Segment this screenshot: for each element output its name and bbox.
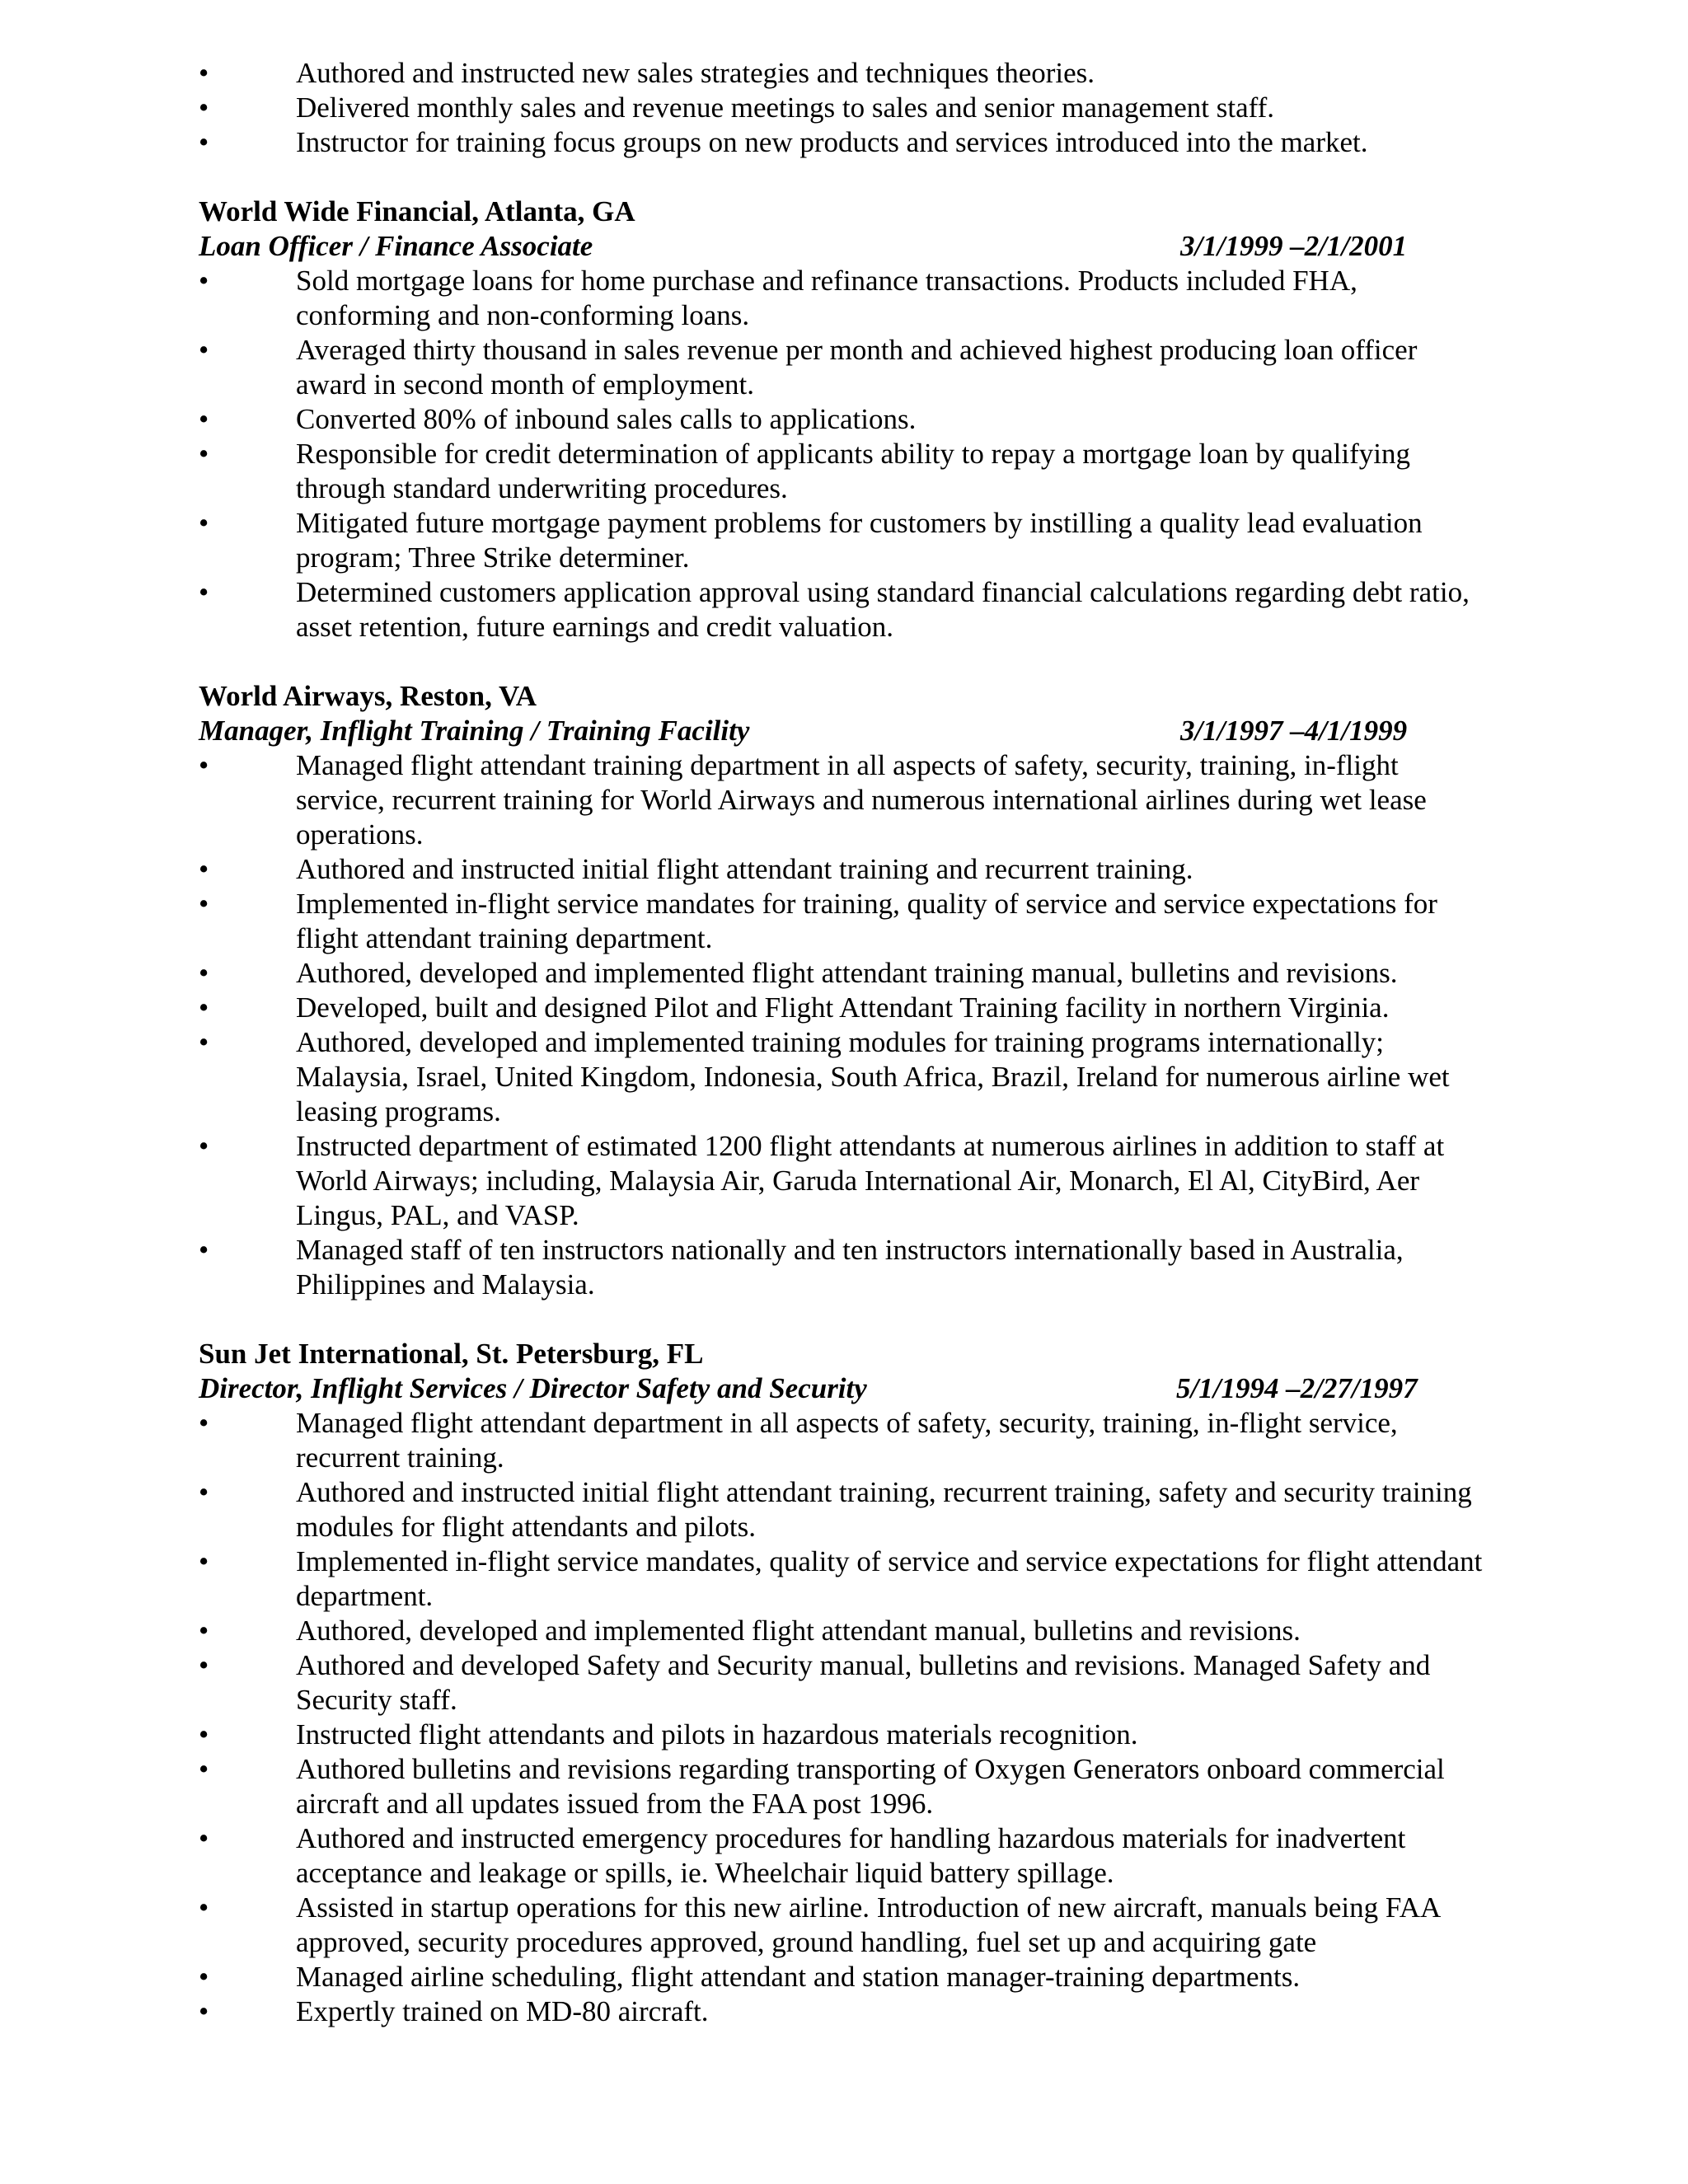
bullet-icon: • [199,1234,209,1266]
bullet-text: Implemented in-flight service mandates, quality of service and service expectations for flight attendant department. [296,1545,1483,1612]
job-section-world-wide-financial [199,194,1484,644]
bullet-text: Sold mortgage loans for home purchase and refinance transactions. Products included FHA, conforming and non-conforming loans. [296,265,1357,331]
bullet-text: Averaged thirty thousand in sales revenue per month and achieved highest producing loan officer award in second month of employment. [296,334,1418,401]
bullet-icon: • [199,265,209,297]
list-item [199,91,1484,125]
list-item [199,402,1484,437]
bullet-icon: • [199,1545,209,1577]
list-item [199,887,1484,956]
bullet-icon: • [199,57,209,89]
role-line [199,229,1484,264]
bullet-text: Authored and instructed initial flight attendant training and recurrent training. [296,853,1193,885]
bullet-icon: • [199,91,209,124]
bullet-text: Authored and developed Safety and Security manual, bulletins and revisions. Managed Safety and Security staff. [296,1649,1431,1716]
list-item [199,1994,1484,2029]
bullet-text: Responsible for credit determination of applicants ability to repay a mortgage loan by qualifying through standard underwriting procedures. [296,438,1410,504]
bullet-text: Authored and instructed new sales strategies and techniques theories. [296,57,1095,89]
list-item [199,333,1484,402]
bullet-text: Mitigated future mortgage payment problems for customers by instilling a quality lead evaluation program; Three Strike determiner. [296,507,1423,574]
bullet-icon: • [199,1718,209,1750]
bullet-text: Authored bulletins and revisions regarding transporting of Oxygen Generators onboard commercial aircraft and all updates issued from the FAA post 1996. [296,1753,1445,1820]
bullet-text: Managed flight attendant training department in all aspects of safety, security, training, in-flight service, recurrent training for World Airways and numerous international airlines during wet lease operations. [296,749,1427,851]
bullet-icon: • [199,749,209,781]
list-item [199,748,1484,852]
list-item [199,506,1484,575]
bullet-icon: • [199,853,209,885]
bullet-text: Converted 80% of inbound sales calls to applications. [296,403,917,435]
bullet-icon: • [199,507,209,539]
bullet-icon: • [199,957,209,989]
job-dates: 3/1/1997 –4/1/1999 [1180,715,1408,747]
bullet-icon: • [199,126,209,158]
role-line [199,714,1484,748]
bullet-icon: • [199,438,209,470]
list-item [199,125,1484,160]
list-item [199,1891,1484,1960]
bullet-text: Managed staff of ten instructors nationally and ten instructors internationally based in Australia, Philippines and Malaysia. [296,1234,1404,1301]
job-dates: 3/1/1999 –2/1/2001 [1180,230,1408,262]
list-item [199,1752,1484,1821]
list-item [199,1648,1484,1718]
bullet-text: Authored, developed and implemented training modules for training programs internationally; Malaysia, Israel, United Kingdom, Indonesia, South Africa, Brazil, Ireland for numerous airline wet leasing programs. [296,1026,1450,1127]
bullet-icon: • [199,1615,209,1647]
list-item [199,852,1484,887]
list-item [199,1129,1484,1233]
bullet-icon: • [199,1476,209,1508]
job-bullet-list [199,748,1484,1302]
bullet-text: Developed, built and designed Pilot and Flight Attendant Training facility in northern Virginia. [296,991,1390,1024]
company-name: Sun Jet International, St. Petersburg, FL [199,1338,704,1370]
bullet-icon: • [199,576,209,608]
list-item [199,1614,1484,1648]
job-section-sun-jet-international [199,1337,1484,2029]
bullet-icon: • [199,1995,209,2027]
bullet-text: Authored and instructed initial flight attendant training, recurrent training, safety and security training modules for flight attendants and pilots. [296,1476,1472,1543]
bullet-text: Authored, developed and implemented flight attendant training manual, bulletins and revisions. [296,957,1398,989]
bullet-text: Expertly trained on MD-80 aircraft. [296,1995,709,2027]
bullet-icon: • [199,1407,209,1439]
list-item [199,575,1484,644]
resume-content [199,56,1484,2029]
bullet-text: Authored and instructed emergency procedures for handling hazardous materials for inadvertent acceptance and leakage or spills, ie. Wheelchair liquid battery spillage. [296,1822,1406,1889]
role-line [199,1371,1484,1406]
list-item [199,1718,1484,1752]
bullet-icon: • [199,1753,209,1785]
bullet-icon: • [199,991,209,1024]
list-item [199,1960,1484,1994]
intro-bullet-list [199,56,1484,160]
bullet-icon: • [199,888,209,920]
job-section-world-airways [199,679,1484,1302]
bullet-icon: • [199,1649,209,1681]
list-item [199,1233,1484,1302]
bullet-text: Instructor for training focus groups on new products and services introduced into the market. [296,126,1368,158]
bullet-text: Instructed flight attendants and pilots in hazardous materials recognition. [296,1718,1138,1750]
company-name: World Wide Financial, Atlanta, GA [199,195,635,227]
list-item [199,1821,1484,1891]
list-item [199,956,1484,991]
job-bullet-list [199,1406,1484,2029]
list-item [199,437,1484,506]
bullet-text: Determined customers application approval using standard financial calculations regarding debt ratio, asset retention, future earnings and credit valuation. [296,576,1470,643]
bullet-icon: • [199,1822,209,1854]
bullet-icon: • [199,403,209,435]
job-title: Manager, Inflight Training / Training Facility [199,715,750,747]
bullet-text: Implemented in-flight service mandates for training, quality of service and service expectations for flight attendant training department. [296,888,1437,954]
job-title: Loan Officer / Finance Associate [199,230,593,262]
bullet-text: Instructed department of estimated 1200 flight attendants at numerous airlines in addition to staff at World Airways; including, Malaysia Air, Garuda International Air, Monarch, El Al, CityBird, Aer Lingus, PAL, and VASP. [296,1130,1445,1231]
bullet-icon: • [199,1026,209,1058]
bullet-text: Delivered monthly sales and revenue meetings to sales and senior management staff. [296,91,1275,124]
list-item [199,991,1484,1025]
company-name: World Airways, Reston, VA [199,680,537,712]
list-item [199,264,1484,333]
list-item [199,1544,1484,1614]
bullet-text: Managed flight attendant department in all aspects of safety, security, training, in-flight service, recurrent training. [296,1407,1398,1474]
list-item [199,56,1484,91]
bullet-text: Authored, developed and implemented flight attendant manual, bulletins and revisions. [296,1615,1301,1647]
list-item [199,1025,1484,1129]
job-title: Director, Inflight Services / Director Safety and Security [199,1372,867,1404]
list-item [199,1475,1484,1544]
bullet-icon: • [199,1130,209,1162]
list-item [199,1406,1484,1475]
job-bullet-list [199,264,1484,644]
bullet-icon: • [199,334,209,366]
job-dates: 5/1/1994 –2/27/1997 [1176,1372,1418,1404]
bullet-icon: • [199,1961,209,1993]
bullet-text: Assisted in startup operations for this new airline. Introduction of new aircraft, manuals being FAA approved, security procedures approved, ground handling, fuel set up and acquiring gate [296,1891,1440,1958]
bullet-icon: • [199,1891,209,1924]
bullet-text: Managed airline scheduling, flight attendant and station manager-training departments. [296,1961,1301,1993]
